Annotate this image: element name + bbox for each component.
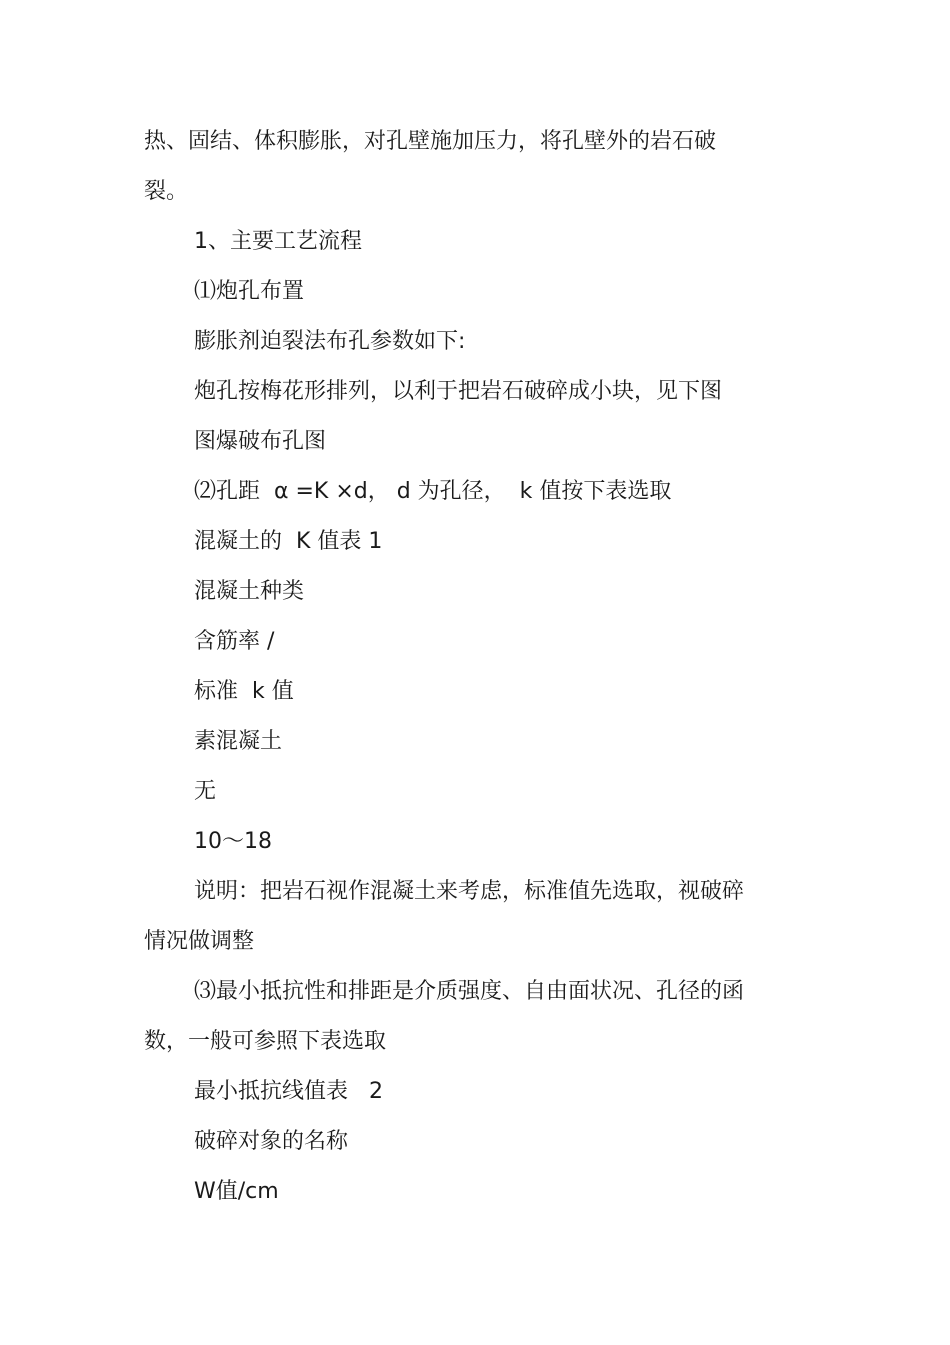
subsection-heading: ⑵孔距 α =K ×d， d 为孔径， k 值按下表选取 — [194, 479, 672, 504]
table-cell: 10～18 — [194, 829, 272, 854]
paragraph: 炮孔按梅花形排列，以利于把岩石破碎成小块，见下图 — [194, 379, 723, 404]
table-cell: 破碎对象的名称 — [194, 1129, 349, 1154]
table-cell: 标准 k 值 — [194, 679, 294, 704]
table-cell: 混凝土种类 — [194, 579, 305, 604]
figure-caption: 图爆破布孔图 — [194, 429, 327, 454]
note-paragraph: 说明：把岩石视作混凝土来考虑，标准值先选取，视破碎情况做调整 — [144, 879, 745, 954]
table-cell: 无 — [194, 779, 217, 804]
body-text — [144, 117, 754, 1217]
table-caption: 混凝土的 K 值表 1 — [194, 529, 383, 554]
section-heading: 1、主要工艺流程 — [194, 229, 362, 254]
table-cell: 含筋率 / — [194, 629, 275, 654]
table-caption: 最小抵抗线值表 2 — [194, 1079, 383, 1104]
paragraph: 膨胀剂迫裂法布孔参数如下: — [194, 329, 466, 354]
subsection-heading: ⑶最小抵抗性和排距是介质强度、自由面状况、孔径的函数，一般可参照下表选取 — [144, 979, 745, 1054]
paragraph: 热、固结、体积膨胀，对孔壁施加压力，将孔壁外的岩石破裂。 — [144, 129, 717, 204]
table-cell: 素混凝土 — [194, 729, 283, 754]
table-cell: W值/cm — [194, 1179, 279, 1204]
subsection-heading: ⑴炮孔布置 — [194, 279, 305, 304]
